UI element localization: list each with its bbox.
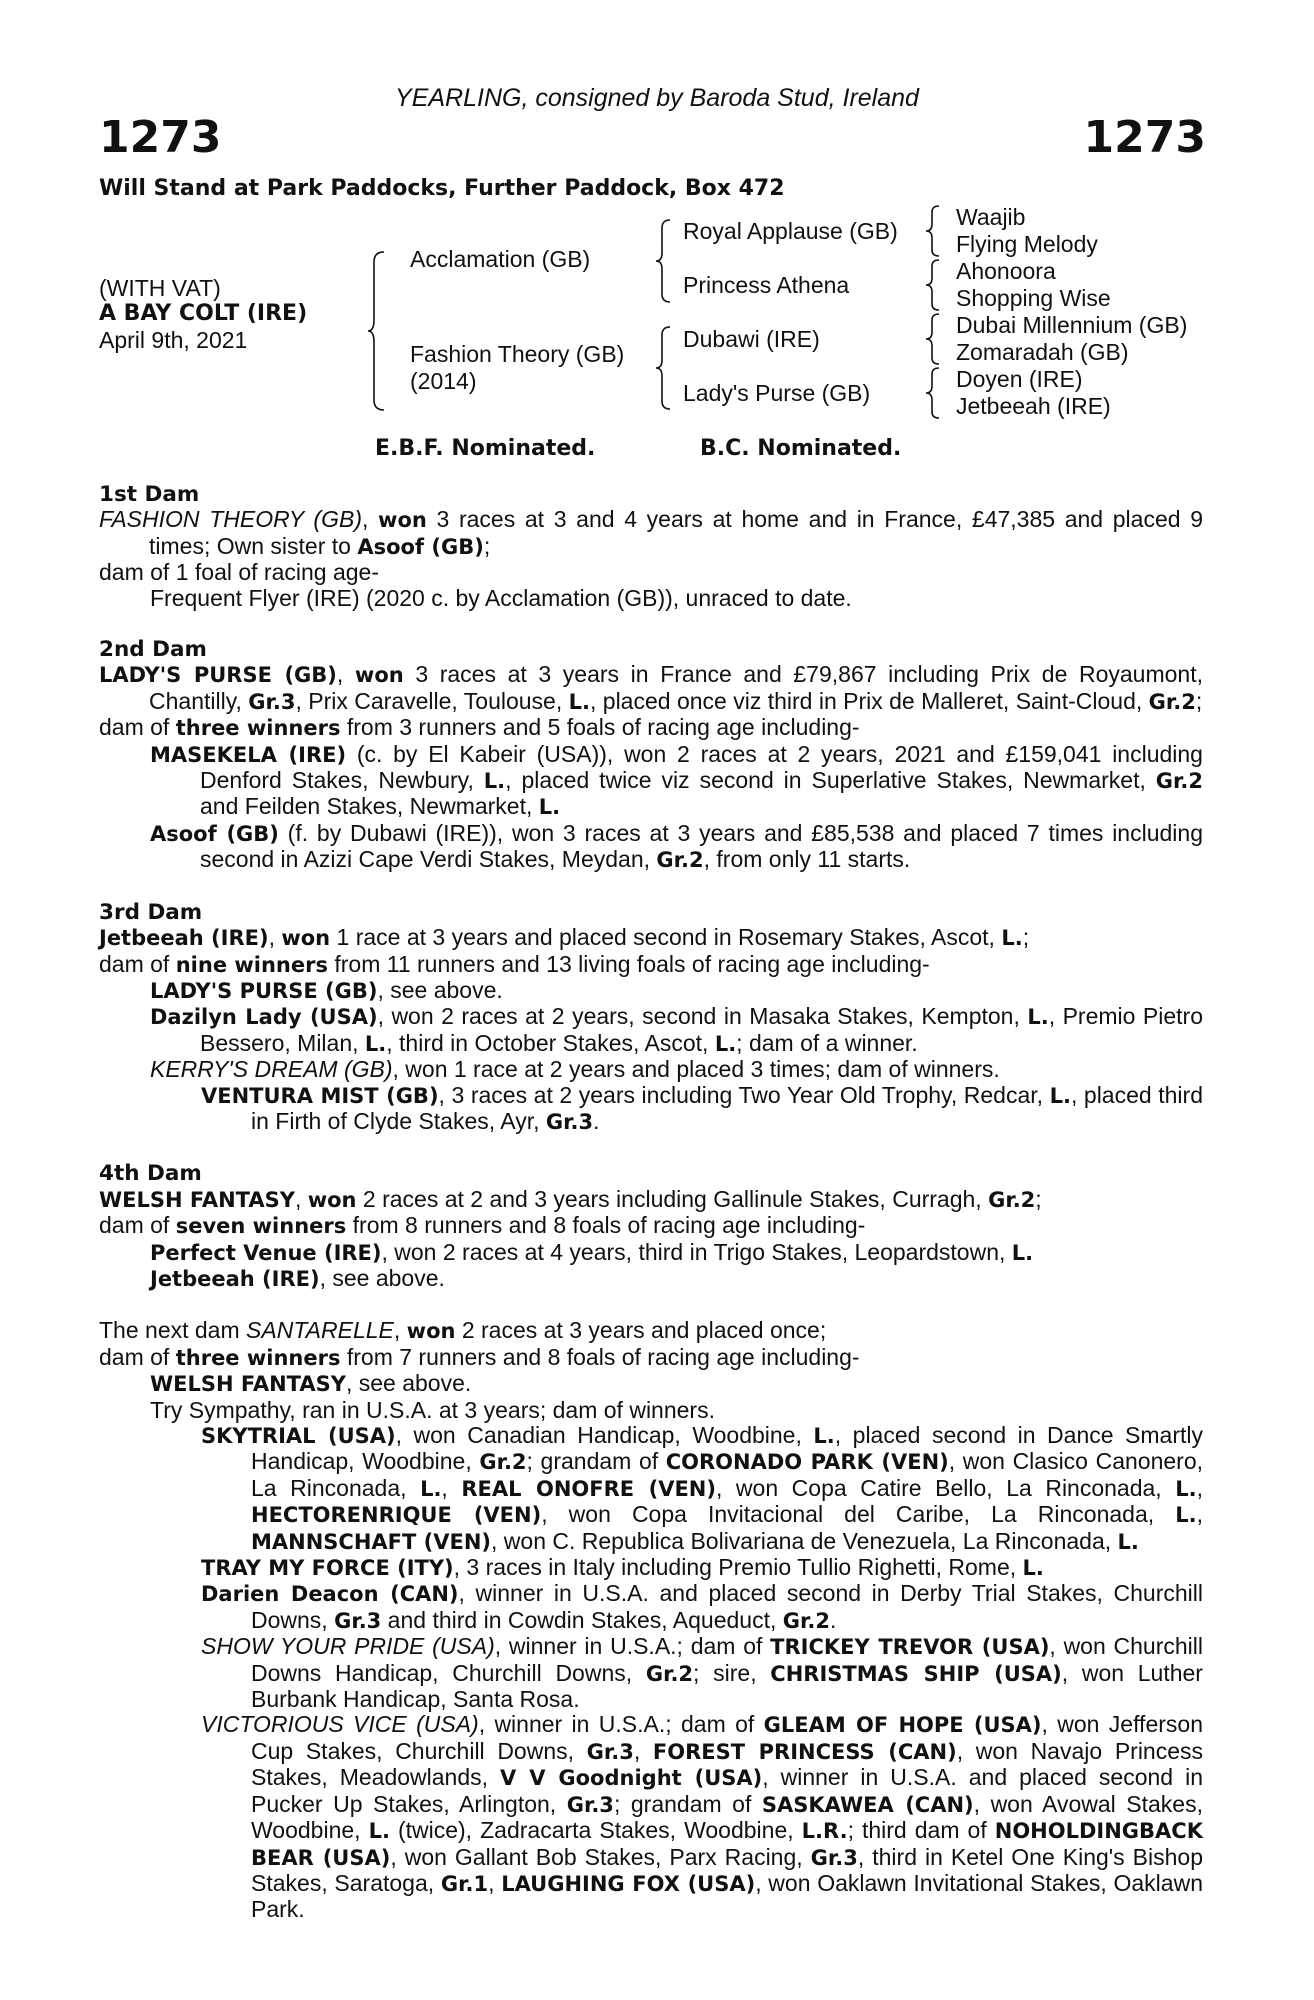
produce-entry: KERRY'S DREAM (GB), won 1 race at 2 years and placed 3 times; dam of winners. bbox=[150, 1056, 1000, 1083]
produce-entry: Frequent Flyer (IRE) (2020 c. by Acclamation (GB)), unraced to date. bbox=[150, 584, 852, 611]
dam-record: LADY'S PURSE (GB), won 3 races at 3 years in France and £79,867 including Prix de Royaumont, Chantilly, Gr.3, Prix Caravelle, Toulouse, L., placed once viz third in Prix de Malleret, Saint-Cloud, Gr.2; bbox=[99, 661, 1203, 714]
stabling-location: Will Stand at Park Paddocks, Further Paddock, Box 472 bbox=[99, 176, 785, 201]
section-heading: 3rd Dam bbox=[99, 899, 203, 925]
first-dam-section bbox=[99, 482, 1203, 611]
produce-summary: dam of seven winners from 8 runners and 8 foals of racing age including- bbox=[99, 1212, 866, 1239]
catalogue-body bbox=[99, 482, 1203, 1949]
second-dam-section bbox=[99, 637, 1203, 874]
grandproduce-entry: Darien Deacon (CAN), winner in U.S.A. and placed second in Derby Trial Stakes, Churchill Downs, Gr.3 and third in Cowdin Stakes, Aqueduct, Gr.2. bbox=[201, 1580, 1203, 1633]
grandproduce-entry: SKYTRIAL (USA), won Canadian Handicap, Woodbine, L., placed second in Dance Smartly Handicap, Woodbine, Gr.2; grandam of CORONADO PARK (VEN), won Clasico Canonero, La Rinconada, L., REAL ONOFRE (VEN), won Copa Catire Bello, La Rinconada, L., HECTORENRIQUE (VEN), won Copa Invitacional del Caribe, La Rinconada, L., MANNSCHAFT (VEN), won C. Republica Bolivariana de Venezuela, La Rinconada, L. bbox=[201, 1422, 1204, 1554]
ggsire-4: Doyen (IRE) bbox=[956, 366, 1083, 392]
dam-record: WELSH FANTASY, won 2 races at 2 and 3 years including Gallinule Stakes, Curragh, Gr.2; bbox=[99, 1185, 1042, 1212]
section-heading: 4th Dam bbox=[99, 1161, 202, 1187]
ggdam-3: Zomaradah (GB) bbox=[956, 339, 1129, 365]
produce-summary: dam of nine winners from 11 runners and 13 living foals of racing age including- bbox=[99, 950, 930, 977]
ggdam-2: Shopping Wise bbox=[956, 285, 1111, 311]
lot-number-left: 1273 bbox=[99, 112, 222, 163]
foaling-date: April 9th, 2021 bbox=[99, 327, 248, 353]
brace-horse bbox=[368, 250, 390, 412]
produce-entry: Asoof (GB) (f. by Dubawi (IRE)), won 3 races at 3 years and £85,538 and placed 7 times including second in Azizi Cape Verdi Stakes, Meydan, Gr.2, from only 11 starts. bbox=[150, 819, 1203, 873]
dam-sire: Dubawi (IRE) bbox=[683, 326, 820, 352]
ggdam-1: Flying Melody bbox=[956, 231, 1098, 257]
brace-sire bbox=[656, 218, 676, 304]
ggdam-4: Jetbeeah (IRE) bbox=[956, 393, 1111, 419]
section-heading: 1st Dam bbox=[99, 482, 200, 507]
grandproduce-entry: VENTURA MIST (GB), 3 races at 2 years including Two Year Old Trophy, Redcar, L., placed third in Firth of Clyde Stakes, Ayr, Gr.3. bbox=[201, 1081, 1203, 1134]
grandproduce-entry: VICTORIOUS VICE (USA), winner in U.S.A.; dam of GLEAM OF HOPE (USA), won Jefferson Cup Stakes, Churchill Downs, Gr.3, FOREST PRINCESS (CAN), won Navajo Princess Stakes, Meadowlands, V V Goodnight (USA), winner in U.S.A. and placed second in Pucker Up Stakes, Arlington, Gr.3; grandam of SASKAWEA (CAN), won Avowal Stakes, Woodbine, L. (twice), Zadracarta Stakes, Woodbine, L.R.; third dam of NOHOLDINGBACK BEAR (USA), won Gallant Bob Stakes, Parx Racing, Gr.3, third in Ketel One King's Bishop Stakes, Saratoga, Gr.1, LAUGHING FOX (USA), won Oaklawn Invitational Stakes, Oaklawn Park. bbox=[201, 1711, 1204, 1923]
produce-entry: LADY'S PURSE (GB), see above. bbox=[150, 976, 503, 1003]
produce-summary: dam of three winners from 7 runners and 8 foals of racing age including- bbox=[99, 1343, 860, 1370]
third-dam-section bbox=[99, 900, 1203, 1136]
brace-ds bbox=[926, 312, 944, 366]
horse-name: A BAY COLT (IRE) bbox=[99, 301, 308, 326]
ggsire-3: Dubai Millennium (GB) bbox=[956, 312, 1188, 338]
dam-record: FASHION THEORY (GB), won 3 races at 3 and 4 years at home and in France, £47,385 and placed 9 times; Own sister to Asoof (GB); bbox=[99, 506, 1203, 559]
produce-entry: Dazilyn Lady (USA), won 2 races at 2 years, second in Masaka Stakes, Kempton, L., Premio Pietro Bessero, Milan, L., third in October Stakes, Ascot, L.; dam of a winner. bbox=[150, 1003, 1204, 1056]
ggsire-2: Ahonoora bbox=[956, 258, 1056, 284]
next-dam-section bbox=[99, 1318, 1203, 1922]
dam: Fashion Theory (GB) bbox=[410, 341, 625, 367]
brace-sd bbox=[926, 258, 944, 312]
produce-summary: dam of 1 foal of racing age- bbox=[99, 559, 379, 586]
brace-dd bbox=[926, 366, 944, 420]
produce-entry: Jetbeeah (IRE), see above. bbox=[150, 1264, 445, 1291]
vat-note: (WITH VAT) bbox=[99, 275, 221, 301]
ggsire-1: Waajib bbox=[956, 204, 1026, 230]
consignment-line: YEARLING, consigned by Baroda Stud, Ireland bbox=[395, 84, 919, 112]
sire-dam: Princess Athena bbox=[683, 272, 850, 298]
section-heading: 2nd Dam bbox=[99, 637, 207, 663]
produce-entry: MASEKELA (IRE) (c. by El Kabeir (USA)), won 2 races at 2 years, 2021 and £159,041 including Denford Stakes, Newbury, L., placed twice viz second in Superlative Stakes, Newmarket, Gr.2 and Feilden Stakes, Newmarket, L. bbox=[150, 740, 1203, 820]
grandproduce-entry: SHOW YOUR PRIDE (USA), winner in U.S.A.; dam of TRICKEY TREVOR (USA), won Churchill Downs Handicap, Churchill Downs, Gr.2; sire, CHRISTMAS SHIP (USA), won Luther Burbank Handicap, Santa Rosa. bbox=[201, 1633, 1203, 1713]
brace-dam bbox=[656, 325, 676, 411]
bc-nomination: B.C. Nominated. bbox=[700, 436, 902, 461]
sire-sire: Royal Applause (GB) bbox=[683, 218, 898, 244]
produce-entry: Try Sympathy, ran in U.S.A. at 3 years; dam of winners. bbox=[150, 1396, 715, 1423]
brace-ss bbox=[926, 204, 944, 258]
fourth-dam-section bbox=[99, 1161, 1203, 1292]
dam-year: (2014) bbox=[410, 368, 477, 394]
dam-record: The next dam SANTARELLE, won 2 races at 3 years and placed once; bbox=[99, 1317, 827, 1344]
produce-entry: Perfect Venue (IRE), won 2 races at 4 years, third in Trigo Stakes, Leopardstown, L. bbox=[150, 1238, 1034, 1265]
produce-entry: WELSH FANTASY, see above. bbox=[150, 1370, 472, 1397]
dam-record: Jetbeeah (IRE), won 1 race at 3 years and placed second in Rosemary Stakes, Ascot, L.; bbox=[99, 924, 1030, 951]
produce-summary: dam of three winners from 3 runners and 5 foals of racing age including- bbox=[99, 714, 860, 741]
lot-number-right: 1273 bbox=[1083, 112, 1206, 163]
grandproduce-entry: TRAY MY FORCE (ITY), 3 races in Italy including Premio Tullio Righetti, Rome, L. bbox=[201, 1554, 1044, 1581]
sire: Acclamation (GB) bbox=[410, 246, 591, 272]
ebf-nomination: E.B.F. Nominated. bbox=[375, 436, 596, 461]
dam-dam: Lady's Purse (GB) bbox=[683, 380, 871, 406]
